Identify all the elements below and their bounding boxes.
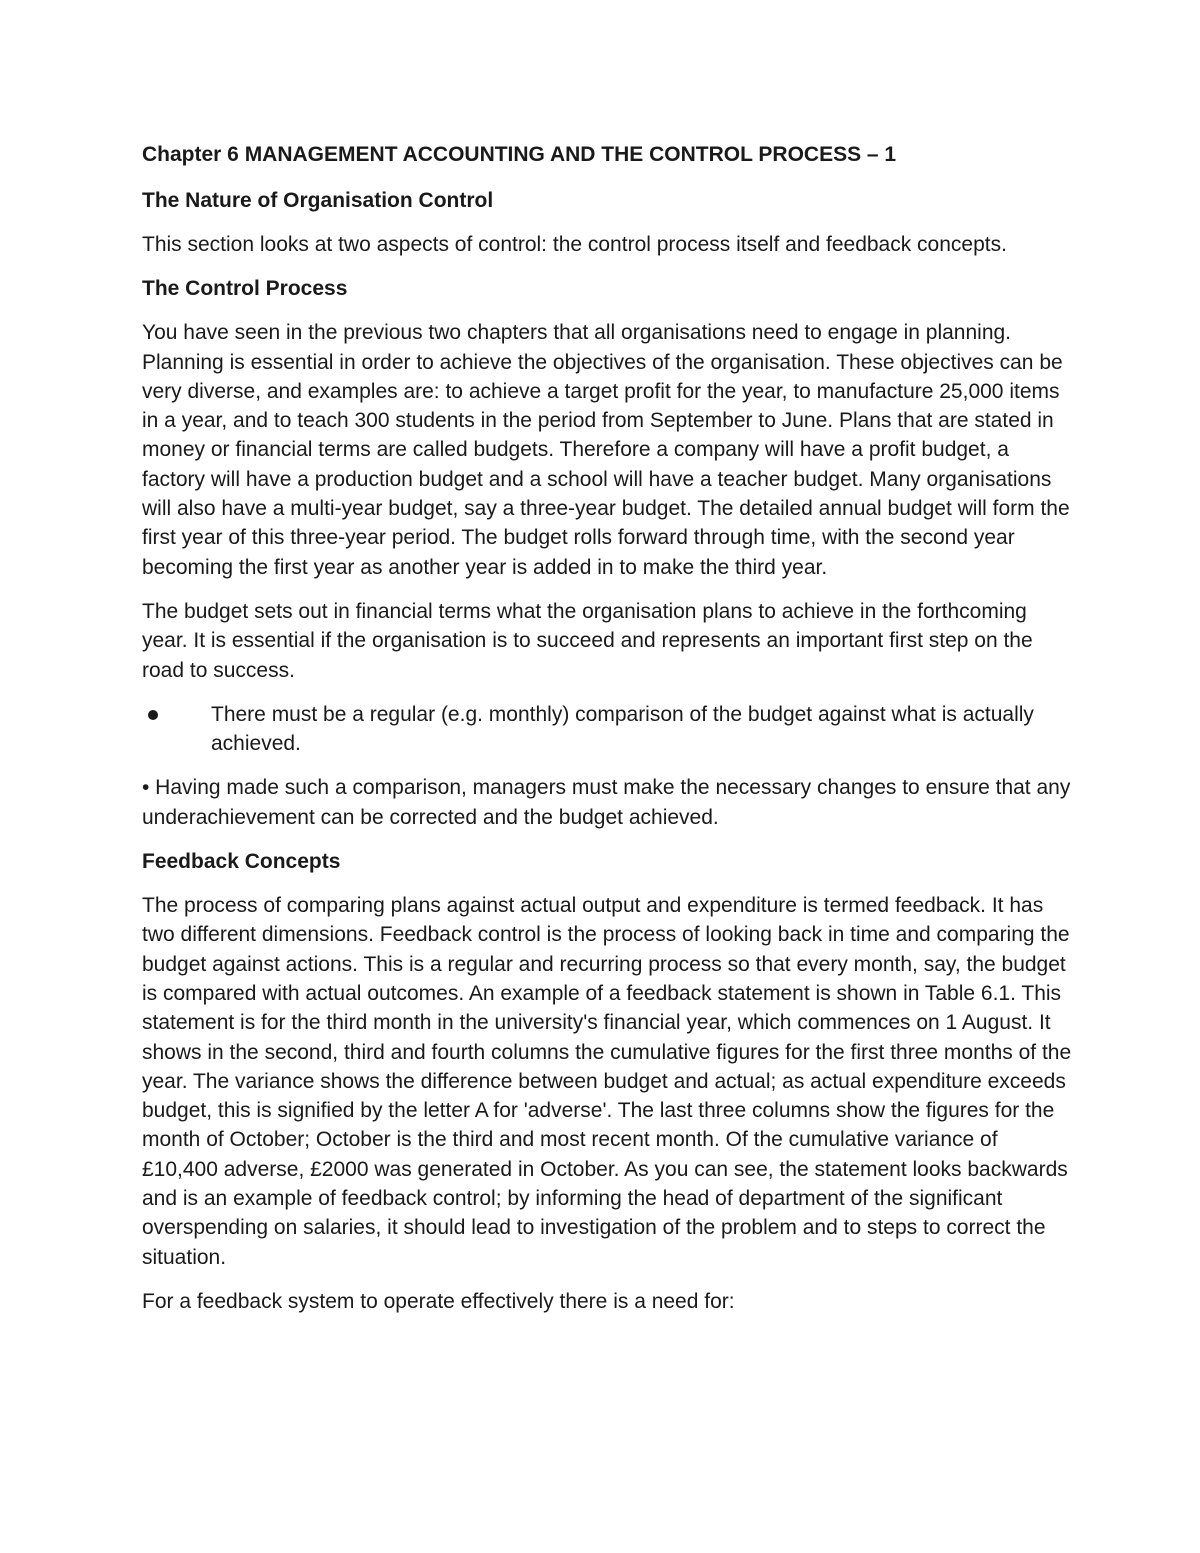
heading-nature-of-control: The Nature of Organisation Control (142, 189, 494, 212)
paragraph-feedback-need: For a feedback system to operate effectively there is a need for: (142, 1289, 735, 1313)
heading-control-process: The Control Process (142, 277, 348, 301)
paragraph-comparison: • Having made such a comparison, managers must make the necessary changes to ensure that any underachievement can be corrected and the budget achieved. (142, 776, 1071, 829)
bullet-text: There must be a regular (e.g. monthly) comparison of the budget against what is actually achieved. (211, 702, 1034, 756)
list-item (211, 700, 1072, 759)
heading-feedback-concepts: Feedback Concepts (142, 850, 341, 874)
paragraph-nature-intro: This section looks at two aspects of control: the control process itself and feedback concepts. (142, 233, 1007, 256)
chapter-title: Chapter 6 MANAGEMENT ACCOUNTING AND THE CONTROL PROCESS – 1 (142, 143, 897, 166)
paragraph-control-budget: The budget sets out in financial terms what the organisation plans to achieve in the forthcoming year. It is essential if the organisation is to succeed and represents an important first step on the road to success. (142, 599, 1033, 682)
bullet-list (142, 700, 1072, 759)
bullet-icon (148, 710, 158, 720)
paragraph-control-planning: You have seen in the previous two chapters that all organisations need to engage in planning. Planning is essential in order to achieve the objectives of the organisation. These objectives can be very diverse, and examples are: to achieve a target profit for the year, to manufacture 25,000 items in a year, and to teach 300 students in the period from September to June. Plans that are stated in money or financial terms are called budgets. Therefore a company will have a profit budget, a factory will have a production budget and a school will have a teacher budget. Many organisations will also have a multi-year budget, say a three-year budget. The detailed annual budget will form the first year of this three-year period. The budget rolls forward through time, with the second year becoming the first year as another year is added in to make the third year. (142, 321, 1070, 579)
paragraph-feedback-process: The process of comparing plans against actual output and expenditure is termed feedback. It has two different dimensions. Feedback control is the process of looking back in time and comparing the budget against actions. This is a regular and recurring process so that every month, say, the budget is compared with actual outcomes. An example of a feedback statement is shown in Table 6.1. This statement is for the third month in the university's financial year, which commences on 1 August. It shows in the second, third and fourth columns the cumulative figures for the first three months of the year. The variance shows the difference between budget and actual; as actual expenditure exceeds budget, this is signified by the letter A for 'adverse'. The last three columns show the figures for the month of October; October is the third and most recent month. Of the cumulative variance of £10,400 adverse, £2000 was generated in October. As you can see, the statement looks backwards and is an example of feedback control; by informing the head of department of the significant overspending on salaries, it should lead to investigation of the problem and to steps to correct the situation. (142, 894, 1072, 1269)
document-page (142, 140, 1072, 1331)
